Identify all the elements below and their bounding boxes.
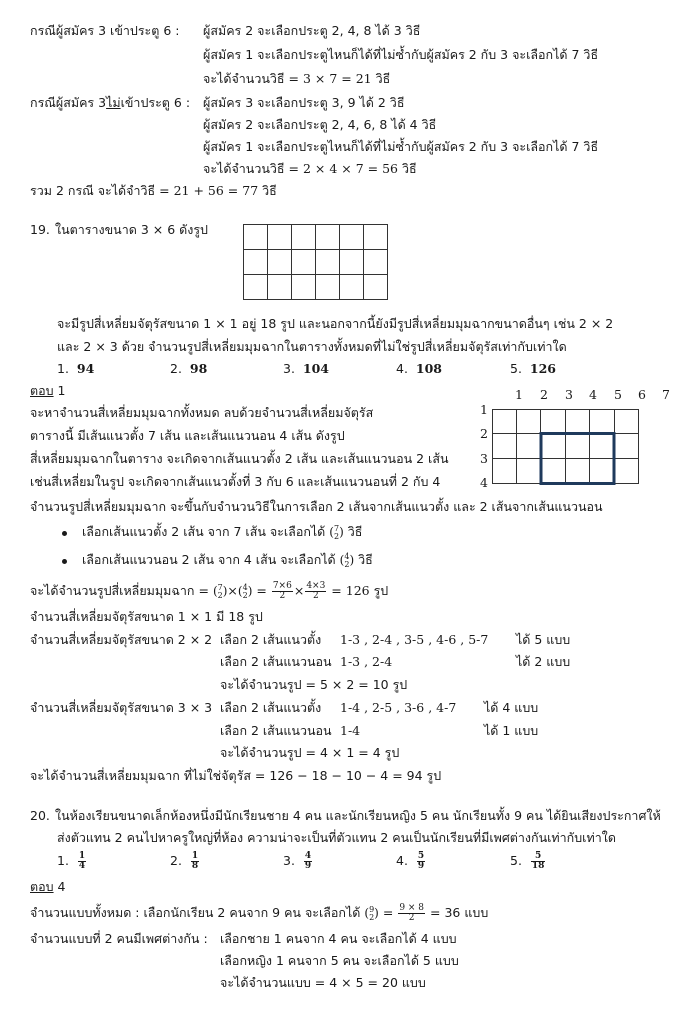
q19-desc2: และ 2 × 3 ด้วย จำนวนรูปสี่เหลี่ยมมุมฉากในตารางทั้งหมดที่ไม่ใช่รูปสี่เหลี่ยมจัตุรัสเท่ากับเท่าใด (57, 339, 567, 354)
choice-value: 108 (415, 361, 442, 376)
row-label: 2 (480, 426, 488, 441)
q20-total: จำนวนแบบทั้งหมด : เลือกนักเรียน 2 คนจาก 9 คน จะเลือกได้ ( 9 2 ) = $\frac{9 \times 8}{2}$ = 36 แบบ (30, 903, 489, 923)
case1-line2: ผู้สมัคร 1 จะเลือกประตูไหนก็ได้ที่ไม่ซ้ำกับผู้สมัคร 2 กับ 3 จะเลือกได้ 7 วิธี (203, 47, 599, 62)
case1-line3-suffix: วิธี (375, 71, 391, 86)
frac-top: 4 (304, 851, 312, 861)
total-line-math: = 21 + 56 = 77 (159, 183, 259, 198)
choice-fraction (417, 852, 425, 871)
total-line-suffix: วิธี (262, 183, 277, 198)
total-line-prefix: รวม 2 กรณี จะได้จำวิธี (30, 183, 156, 198)
case1-label: กรณีผู้สมัคร 3 เข้าประตู 6 : (30, 23, 180, 38)
choice-num: 1. (57, 361, 69, 376)
q19-sq2-h-text: เลือก 2 เส้นแนวนอน (220, 654, 332, 669)
q19-sq1: จำนวนสี่เหลี่ยมจัตุรัสขนาด 1 × 1 มี 18 รูป (30, 609, 263, 624)
binom-top: 4 (242, 582, 248, 592)
q20-diff3: จะได้จำนวนแบบ = 4 × 5 = 20 แบบ (220, 975, 426, 990)
q20-number: 20. (30, 808, 50, 823)
choice-num: 3. (283, 853, 295, 868)
case2-line4-prefix: จะได้จำนวนวิธี (203, 161, 285, 176)
choice-fraction (78, 852, 86, 871)
q19-rect-total: จะได้จำนวนรูปสี่เหลี่ยมมุมฉาก = ( 7 2 )×( 4 2 ) = $\frac{7\times 6}{2}$ × $\frac{4\times 3}{2}$ = 126 รูป (30, 581, 389, 601)
binom-9-2: ( 9 2 ) (364, 904, 379, 922)
case2-label-not: ไม่ (106, 95, 121, 110)
q20-answer (30, 879, 66, 895)
choice-fraction (304, 852, 312, 871)
q19-choice-1 (57, 361, 94, 377)
q19-sq3-v-pairs: 1-4 , 2-5 , 3-6 , 4-7 (340, 700, 457, 715)
q19-sq3-h-text: เลือก 2 เส้นแนวนอน (220, 723, 332, 738)
choice-num: 1. (57, 853, 69, 868)
q19-choice-2 (170, 361, 207, 377)
case1-line3 (203, 71, 390, 87)
frac-top: 5 (417, 851, 425, 861)
row-label: 1 (480, 402, 488, 417)
q20-choice-1 (57, 852, 87, 871)
bullet2-text: เลือกเส้นแนวนอน 2 เส้น จาก 4 เส้น จะเลือกได้ (82, 552, 336, 567)
col-label: 7 (662, 387, 670, 402)
case2-line2: ผู้สมัคร 2 จะเลือกประตู 2, 4, 6, 8 ได้ 4 วิธี (203, 117, 437, 132)
q19-final: จะได้จำนวนสี่เหลี่ยมมุมฉาก ที่ไม่ใช่จัตุรัส = 126 − 18 − 10 − 4 = 94 รูป (30, 768, 442, 783)
frac-top: 1 (191, 851, 199, 861)
choice-value: 98 (189, 361, 208, 376)
bullet2-unit: วิธี (358, 552, 373, 567)
choice-num: 3. (283, 361, 295, 376)
q19-sq2-label: จำนวนสี่เหลี่ยมจัตุรัสขนาด 2 × 2 (30, 632, 213, 647)
col-label: 6 (638, 387, 646, 402)
case2-line4-math: = 2 × 4 × 7 = 56 (288, 161, 399, 176)
bullet1-text: เลือกเส้นแนวตั้ง 2 เส้น จาก 7 เส้น จะเลือกได้ (82, 524, 326, 539)
binom-4-2: ( 4 2 ) (237, 582, 253, 600)
rect-total-unit: รูป (373, 583, 389, 598)
case2-line4 (203, 161, 417, 177)
bullet1-unit: วิธี (347, 524, 363, 539)
case1-line3-math: = 3 × 7 = 21 (288, 71, 372, 86)
col-label: 3 (565, 387, 573, 402)
col-label: 4 (589, 387, 597, 402)
q19-choice-4 (396, 361, 442, 377)
binom-7-2: ( 7 2 ) (329, 523, 344, 541)
q20-choice-3 (283, 852, 313, 871)
bullet-icon (62, 531, 67, 536)
binom-bottom: 2 (333, 531, 340, 541)
frac-top: 7×6 (272, 581, 292, 591)
case2-line4-suffix: วิธี (402, 161, 417, 176)
answer-label: ตอบ (30, 879, 54, 894)
q20-diff1: เลือกชาย 1 คนจาก 4 คน จะเลือกได้ 4 แบบ (220, 931, 457, 946)
case1-line3-prefix: จะได้จำนวนวิธี (203, 71, 285, 86)
q19-number: 19. (30, 222, 50, 237)
choice-fraction (531, 852, 546, 871)
q19-sq3-h-pairs: 1-4 (340, 723, 361, 738)
q19-sq2-v-count: ได้ 5 แบบ (516, 632, 571, 647)
fraction-9x8 (398, 904, 425, 923)
rect-total-prefix: จะได้จำนวนรูปสี่เหลี่ยมมุมฉาก (30, 583, 195, 598)
binom-top: 9 (369, 904, 375, 914)
q20-choice-2 (170, 852, 200, 871)
frac-bottom: 9 (417, 861, 425, 871)
case1-line1: ผู้สมัคร 2 จะเลือกประตู 2, 4, 8 ได้ 3 วิธี (203, 23, 421, 38)
frac-bottom: 8 (191, 861, 199, 871)
q19-bullet1 (82, 524, 362, 541)
frac-bottom: 2 (312, 591, 319, 601)
q20-diff2: เลือกหญิง 1 คนจาก 5 คน จะเลือกได้ 5 แบบ (220, 953, 459, 968)
row-label: 4 (480, 475, 488, 490)
q19-exp4: เช่นสี่เหลี่ยมในรูป จะเกิดจากเส้นแนวตั้งที่ 3 กับ 6 และเส้นแนวนอนที่ 2 กับ 4 (30, 474, 441, 489)
q19-desc1: จะมีรูปสี่เหลี่ยมจัตุรัสขนาด 1 × 1 อยู่ 18 รูป และนอกจากนี้ยังมีรูปสี่เหลี่ยมมุมฉากขนาดอื่นๆ เช่น 2 × 2 (57, 316, 614, 331)
choice-num: 4. (396, 361, 408, 376)
rect-total-result: = 126 (331, 583, 370, 598)
binom-bottom: 2 (344, 559, 350, 569)
case2-label-a: กรณีผู้สมัคร 3 (30, 95, 107, 110)
q19-stem: ในตารางขนาด 3 × 6 ดังรูป (55, 222, 208, 237)
frac-top: 9 × 8 (399, 903, 425, 913)
choice-value: 94 (76, 361, 95, 376)
col-label: 5 (614, 387, 622, 402)
binom-top: 4 (344, 551, 350, 561)
case2-line3: ผู้สมัคร 1 จะเลือกประตูไหนก็ได้ที่ไม่ซ้ำกับผู้สมัคร 2 กับ 3 จะเลือกได้ 7 วิธี (203, 139, 599, 154)
q20-diff-label: จำนวนแบบที่ 2 คนมีเพศต่างกัน : (30, 931, 208, 946)
total-line (30, 183, 277, 199)
choice-value: 104 (302, 361, 329, 376)
choice-num: 4. (396, 853, 408, 868)
q19-sq3-v-text: เลือก 2 เส้นแนวตั้ง (220, 700, 322, 715)
q20-total-prefix: จำนวนแบบทั้งหมด : เลือกนักเรียน 2 คนจาก 9 คน จะเลือกได้ (30, 905, 361, 920)
answer-label: ตอบ (30, 383, 54, 398)
choice-num: 5. (510, 853, 522, 868)
line-grid-figure (492, 409, 640, 485)
answer-value: 4 (57, 879, 66, 894)
frac-bottom: 2 (279, 591, 286, 601)
choice-num: 2. (170, 853, 182, 868)
binom-bottom: 2 (217, 590, 223, 600)
q19-answer (30, 383, 66, 399)
choice-num: 2. (170, 361, 182, 376)
frac-top: 5 (531, 852, 546, 862)
col-label: 1 (515, 387, 523, 402)
q20-stem2: ส่งตัวแทน 2 คนไปหาครูใหญ่ที่ห้อง ความน่าจะเป็นที่ตัวแทน 2 คนเป็นนักเรียนที่มีเพศต่างกันเท่ากับเท่าใด (57, 830, 616, 845)
case2-label (30, 95, 190, 111)
q20-choice-4 (396, 852, 426, 871)
q19-table-3x6 (243, 224, 389, 301)
frac-bottom: 18 (531, 861, 545, 871)
answer-value: 1 (57, 383, 66, 398)
q19-sq3-v-count: ได้ 4 แบบ (484, 700, 539, 715)
q19-count-line: จำนวนรูปสี่เหลี่ยมมุมฉาก จะขึ้นกับจำนวนวิธีในการเลือก 2 เส้นจากเส้นแนวตั้ง และ 2 เส้นจากเส้นแนวนอน (30, 499, 603, 514)
binom-top: 7 (217, 582, 223, 592)
q19-exp3: สี่เหลี่ยมมุมฉากในตาราง จะเกิดจากเส้นแนวตั้ง 2 เส้น และเส้นแนวนอน 2 เส้น (30, 451, 449, 466)
fraction-7x6 (272, 582, 293, 601)
choice-value: 126 (529, 361, 556, 376)
binom-4-2: ( 4 2 ) (339, 551, 355, 569)
q19-exp1: จะหาจำนวนสี่เหลี่ยมมุมฉากทั้งหมด ลบด้วยจำนวนสี่เหลี่ยมจัตุรัส (30, 405, 374, 420)
q19-sq3-result: จะได้จำนวนรูป = 4 × 1 = 4 รูป (220, 745, 400, 760)
binom-bottom: 2 (369, 912, 375, 922)
frac-bottom: 9 (304, 861, 312, 871)
fraction-4x3 (305, 582, 326, 601)
binom-7-2: ( 7 2 ) (212, 582, 228, 600)
q19-sq2-h-count: ได้ 2 แบบ (516, 654, 571, 669)
frac-bottom: 4 (78, 861, 86, 871)
col-label: 2 (540, 387, 548, 402)
q19-choice-3 (283, 361, 329, 377)
frac-top: 4×3 (306, 581, 326, 591)
q20-total-result: = 36 แบบ (430, 905, 489, 920)
row-label: 3 (480, 451, 488, 466)
bullet-icon (62, 559, 67, 564)
q19-bullet2 (82, 552, 373, 569)
q20-stem1: ในห้องเรียนขนาดเล็กห้องหนึ่งมีนักเรียนชาย 4 คน และนักเรียนหญิง 5 คน นักเรียนทั้ง 9 คน ได้ยินเสียงประกาศให้ (55, 808, 661, 823)
binom-bottom: 2 (242, 590, 248, 600)
q19-sq2-h-pairs: 1-3 , 2-4 (340, 654, 393, 669)
case2-line1: ผู้สมัคร 3 จะเลือกประตู 3, 9 ได้ 2 วิธี (203, 95, 405, 110)
q19-sq2-result: จะได้จำนวนรูป = 5 × 2 = 10 รูป (220, 677, 408, 692)
q19-sq3-h-count: ได้ 1 แบบ (484, 723, 539, 738)
q20-choice-5 (510, 852, 546, 871)
binom-top: 7 (333, 523, 340, 533)
frac-top: 1 (78, 851, 86, 861)
q19-choice-5 (510, 361, 556, 377)
frac-bottom: 2 (408, 913, 415, 923)
q19-sq2-v-pairs: 1-3 , 2-4 , 3-5 , 4-6 , 5-7 (340, 632, 489, 647)
q19-sq2-v-text: เลือก 2 เส้นแนวตั้ง (220, 632, 322, 647)
choice-num: 5. (510, 361, 522, 376)
choice-fraction (191, 852, 199, 871)
q19-sq3-label: จำนวนสี่เหลี่ยมจัตุรัสขนาด 3 × 3 (30, 700, 213, 715)
case2-label-c: เข้าประตู 6 : (120, 95, 191, 110)
q19-exp2: ตารางนี้ มีเส้นแนวตั้ง 7 เส้น และเส้นแนวนอน 4 เส้น ดังรูป (30, 428, 345, 443)
